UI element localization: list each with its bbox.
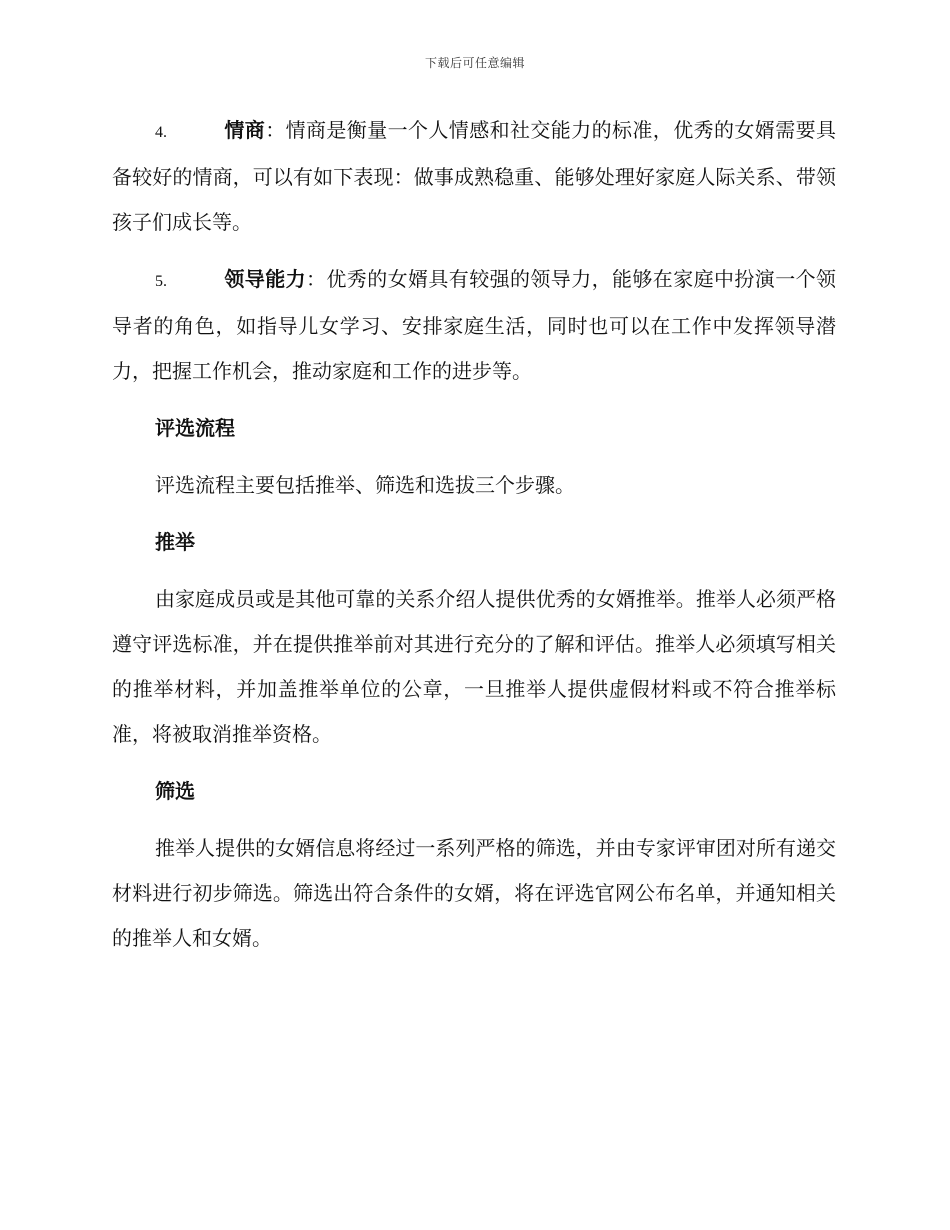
item-text: ：优秀的女婿具有较强的领导力，能够在家庭中扮演一个领导者的角色，如指导儿女学习、安排家庭生活，同时也可以在工作中发挥领导潜力，把握工作机会，推动家庭和工作的进步等。 <box>112 267 836 383</box>
section-text-screening: 推举人提供的女婿信息将经过一系列严格的筛选，并由专家评审团对所有递交材料进行初步筛选。筛选出符合条件的女婿，将在评选官网公布名单，并通知相关的推举人和女婿。 <box>112 836 836 950</box>
item-text: ：情商是衡量一个人情感和社交能力的标准，优秀的女婿需要具备较好的情商，可以有如下表现：做事成熟稳重、能够处理好家庭人际关系、带领孩子们成长等。 <box>112 118 837 234</box>
criteria-item-leadership <box>112 257 836 394</box>
item-number: 4. <box>155 124 167 141</box>
criteria-item-eq <box>112 108 836 245</box>
section-text-nomination: 由家庭成员或是其他可靠的关系介绍人提供优秀的女婿推举。推举人必须严格遵守评选标准，并在提供推举前对其进行充分的了解和评估。推举人必须填写相关的推举材料，并加盖推举单位的公章，一旦推举人提供虚假材料或不符合推举标准，将被取消推举资格。 <box>112 587 836 746</box>
section-heading-screening: 筛选 <box>155 779 195 803</box>
section-heading-process: 评选流程 <box>155 416 235 440</box>
document-body <box>112 108 836 973</box>
item-term: 情商 <box>224 118 266 142</box>
section-heading-nomination: 推举 <box>155 530 195 554</box>
section-text-process: 评选流程主要包括推举、筛选和选拔三个步骤。 <box>155 473 575 497</box>
page-header: 下载后可任意编辑 <box>424 56 525 70</box>
item-term: 领导能力 <box>224 267 306 291</box>
item-number: 5. <box>155 273 167 290</box>
